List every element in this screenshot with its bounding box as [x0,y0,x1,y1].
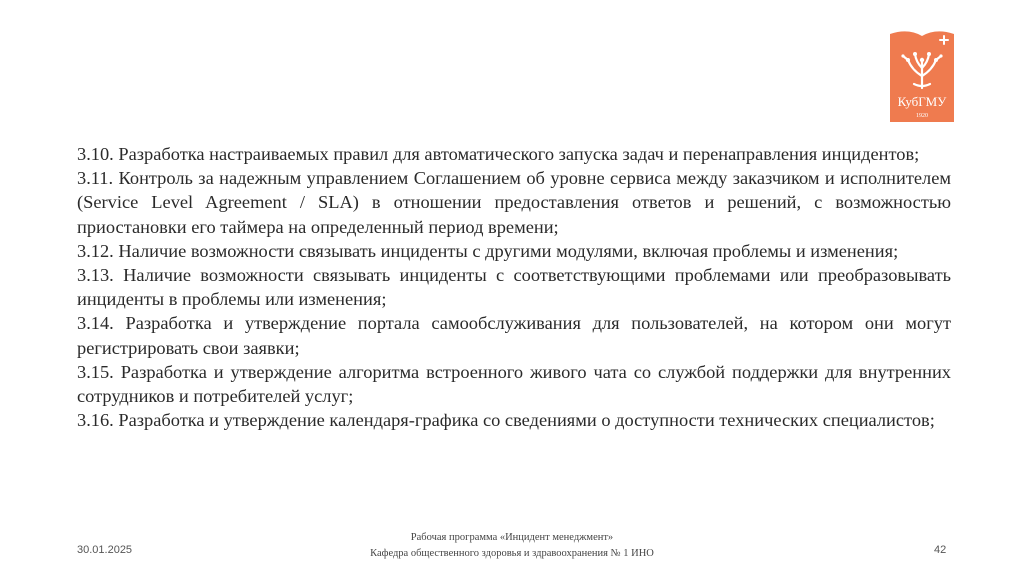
footer-date: 30.01.2025 [77,544,133,556]
list-item: 3.15. Разработка и утверждение алгоритма встроенного живого чата со службой поддержки для внутренних сотрудников и потребителей услуг; [77,361,951,407]
logo-year: 1920 [916,113,928,119]
page-number: 42 [934,544,947,556]
list-item: 3.12. Наличие возможности связывать инциденты с другими модулями, включая проблемы и изменения; [77,240,899,261]
list-item: 3.10. Разработка настраиваемых правил для автоматического запуска задач и перенаправления инцидентов; [77,144,920,164]
university-logo [888,26,956,128]
list-item: 3.13. Наличие возможности связывать инциденты с соответствующими проблемами или преобразовывать инциденты в проблемы или изменения; [77,265,951,310]
requirements-list [77,142,951,432]
list-item: 3.11. Контроль за надежным управлением Соглашением об уровне сервиса между заказчиком и исполнителем (Service Level Agreement / SLA) в отношении предоставления ответов и решений, с возможностью приостановки его таймера на определенный период времени; [77,168,951,237]
footer-caption [300,530,724,562]
logo-name: КубГМУ [897,94,947,109]
footer-department: Кафедра общественного здоровья и здравоохранения № 1 ИНО [370,548,654,559]
list-item: 3.16. Разработка и утверждение календаря-графика со сведениями о доступности технических специалистов; [77,410,935,431]
footer-program: Рабочая программа «Инцидент менеджмент» [410,532,614,543]
list-item: 3.14. Разработка и утверждение портала самообслуживания для пользователей, на котором они могут регистрировать свои заявки; [77,313,951,358]
